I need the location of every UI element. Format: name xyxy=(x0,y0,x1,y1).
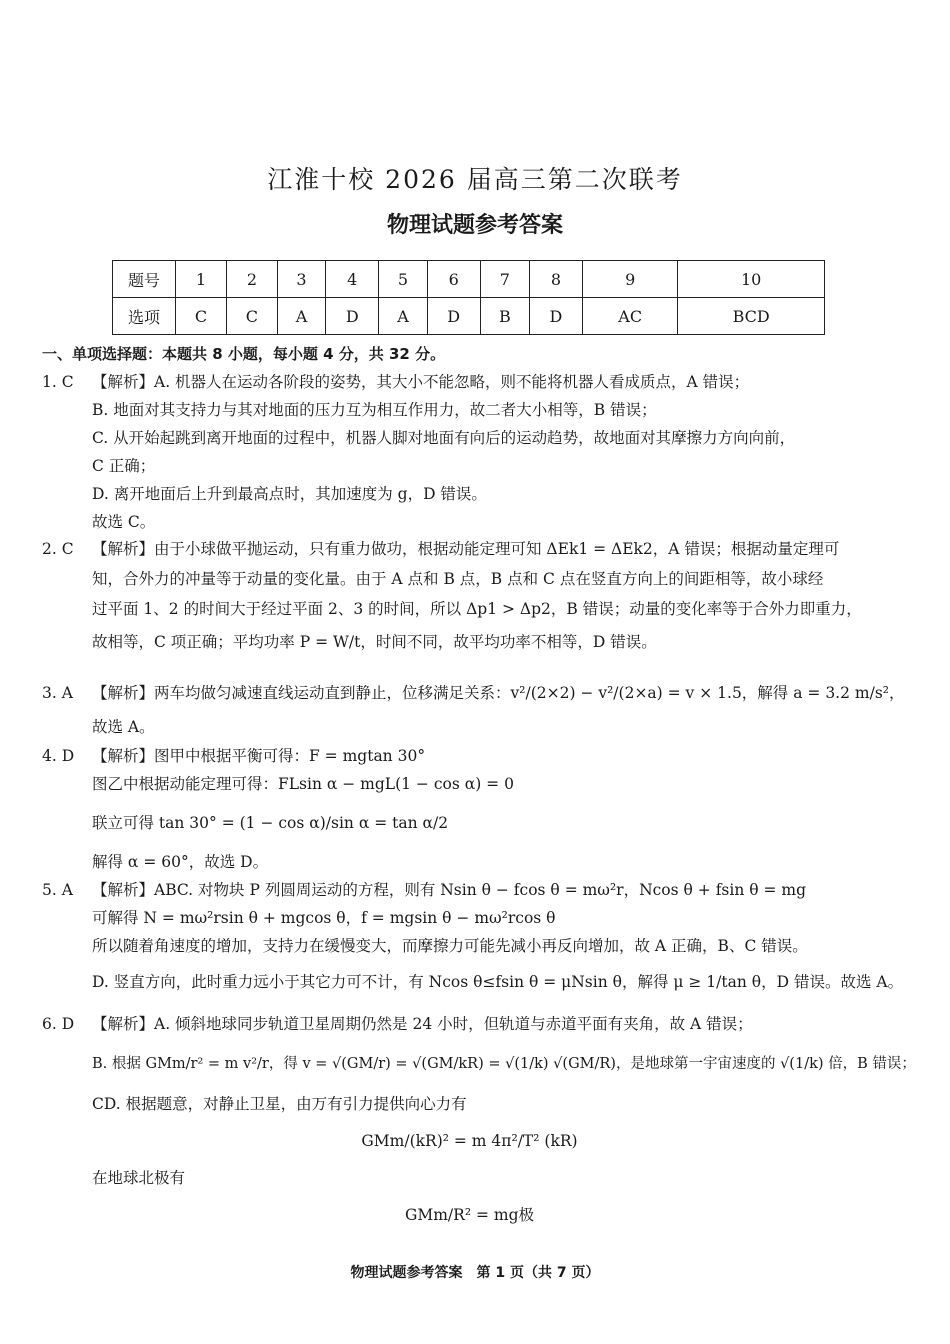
question-6 xyxy=(42,1010,916,1238)
text-line: C. 从开始起跳到离开地面的过程中，机器人脚对地面有向后的运动趋势，故地面对其摩擦力方向向前， xyxy=(92,429,796,447)
table-cell: 3 xyxy=(277,261,325,298)
question-number: 5. A xyxy=(42,881,73,899)
text-line: 【解析】两车均做匀减速直线运动直到静止，位移满足关系：v²/(2×2) − v²/(2×a) = v × 1.5，解得 a = 3.2 m/s²， xyxy=(92,684,905,702)
text-line: 【解析】由于小球做平抛运动，只有重力做功，根据动能定理可知 ΔEk1 = ΔEk2，A 错误；根据动量定理可 xyxy=(92,540,840,558)
text-line: C 正确； xyxy=(92,457,156,475)
text-line: 故选 A。 xyxy=(92,718,155,736)
table-cell: C xyxy=(176,298,227,335)
table-cell: 8 xyxy=(529,261,582,298)
table-cell: C xyxy=(226,298,277,335)
table-cell: D xyxy=(529,298,582,335)
text-line: 可解得 N = mω²rsin θ + mgcos θ，f = mgsin θ − mω²rcos θ xyxy=(92,909,556,927)
question-2 xyxy=(42,534,897,660)
answer-row xyxy=(113,298,825,335)
question-3 xyxy=(42,676,905,744)
answer-table xyxy=(112,260,825,335)
text-line: CD. 根据题意，对静止卫星，由万有引力提供向心力有 xyxy=(92,1095,467,1113)
text-line: 所以随着角速度的增加，支持力在缓慢变大，而摩擦力可能先减小再反向增加，故 A 正确，B、C 错误。 xyxy=(92,937,808,955)
question-number: 4. D xyxy=(42,747,75,765)
text-line: B. 根据 GMm/r² = m v²/r，得 v = √(GM/r) = √(GM/kR) = √(1/k) √(GM/R)，是地球第一宇宙速度的 √(1/k) 倍，B 错误； xyxy=(92,1056,916,1072)
text-line: 联立可得 tan 30° = (1 − cos α)/sin α = tan α/2 xyxy=(92,814,449,832)
exam-title: 江淮十校 2026 届高三第二次联考 xyxy=(267,165,683,194)
table-cell: 7 xyxy=(480,261,529,298)
question-5 xyxy=(42,876,904,1004)
text-line: 【解析】A. 机器人在运动各阶段的姿势，其大小不能忽略，则不能将机器人看成质点，A 错误； xyxy=(92,373,750,391)
table-cell: A xyxy=(379,298,427,335)
table-cell: 9 xyxy=(583,261,678,298)
question-number-row xyxy=(113,261,825,298)
question-1 xyxy=(42,368,897,536)
text-line: 过平面 1、2 的时间大于经过平面 2、3 的时间，所以 Δp1 > Δp2，B 错误；动量的变化率等于合外力即重力， xyxy=(92,600,862,618)
row-label: 选项 xyxy=(113,298,176,335)
table-cell: BCD xyxy=(678,298,825,335)
text-line: 【解析】A. 倾斜地球同步轨道卫星周期仍然是 24 小时，但轨道与赤道平面有夹角，故 A 错误； xyxy=(92,1015,753,1033)
table-cell: 5 xyxy=(379,261,427,298)
question-number: 6. D xyxy=(42,1015,75,1033)
table-cell: D xyxy=(427,298,480,335)
table-cell: 1 xyxy=(176,261,227,298)
text-line: 故选 C。 xyxy=(92,513,156,531)
table-cell: 4 xyxy=(326,261,379,298)
text-line: 知，合外力的冲量等于动量的变化量。由于 A 点和 B 点，B 点和 C 点在竖直方向上的间距相等，故小球经 xyxy=(92,570,824,588)
table-cell: 2 xyxy=(226,261,277,298)
row-label: 题号 xyxy=(113,261,176,298)
question-number: 1. C xyxy=(42,373,74,391)
text-line: D. 竖直方向，此时重力远小于其它力可不计，有 Ncos θ≤fsin θ = μNsin θ，解得 μ ≥ 1/tan θ，D 错误。故选 A。 xyxy=(92,973,904,991)
section-heading: 一、单项选择题：本题共 8 小题，每小题 4 分，共 32 分。 xyxy=(42,345,446,363)
question-4 xyxy=(42,742,897,876)
text-line: 【解析】ABC. 对物块 P 列圆周运动的方程，则有 Nsin θ − fcos θ = mω²r，Ncos θ + fsin θ = mg xyxy=(92,881,807,899)
text-line: D. 离开地面后上升到最高点时，其加速度为 g，D 错误。 xyxy=(92,485,487,503)
page-footer: 物理试题参考答案 第 1 页（共 7 页） xyxy=(350,1265,600,1281)
table-cell: D xyxy=(326,298,379,335)
table-cell: A xyxy=(277,298,325,335)
table-cell: 6 xyxy=(427,261,480,298)
text-line: 在地球北极有 xyxy=(92,1169,186,1187)
text-line: 图乙中根据动能定理可得：FLsin α − mgL(1 − cos α) = 0 xyxy=(92,775,514,793)
table-cell: B xyxy=(480,298,529,335)
text-line: 解得 α = 60°，故选 D。 xyxy=(92,853,269,871)
table-cell: AC xyxy=(583,298,678,335)
answer-key-title: 物理试题参考答案 xyxy=(386,213,563,238)
text-line: 故相等，C 项正确；平均功率 P = W/t，时间不同，故平均功率不相等，D 错误。 xyxy=(92,633,657,651)
text-line: B. 地面对其支持力与其对地面的压力互为相互作用力，故二者大小相等，B 错误； xyxy=(92,401,657,419)
equation: GMm/(kR)² = m 4π²/T² (kR) xyxy=(361,1132,578,1150)
equation: GMm/R² = mg极 xyxy=(404,1206,535,1224)
question-number: 3. A xyxy=(42,684,73,702)
text-line: 【解析】图甲中根据平衡可得：F = mgtan 30° xyxy=(92,747,426,765)
question-number: 2. C xyxy=(42,540,74,558)
table-cell: 10 xyxy=(678,261,825,298)
